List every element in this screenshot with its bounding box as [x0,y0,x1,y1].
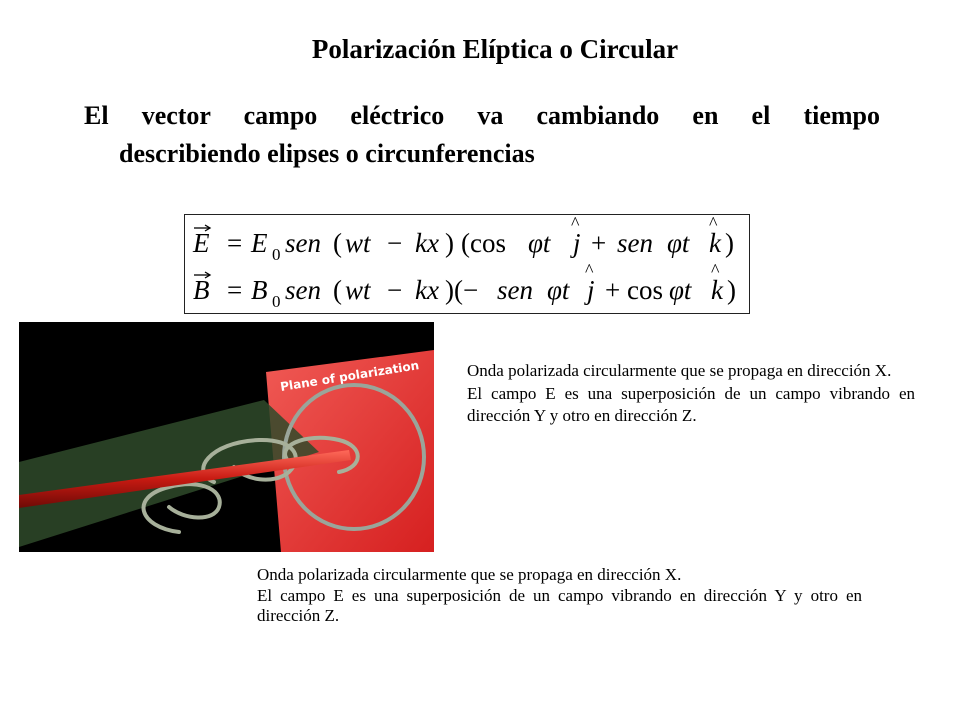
electric-field-equation [192,215,734,264]
bottom-caption-p2: El campo E es una superposición de un campo vibrando en dirección Y y otro en dirección Z. [257,585,862,625]
svg-text:+: + [591,228,607,258]
svg-text:kx: kx [415,228,439,258]
svg-text:B: B [193,275,210,305]
intro-line-1: El vector campo eléctrico va cambiando en el tiempo [84,101,880,130]
svg-text:φt: φt [667,228,690,258]
svg-text:+ cos: + cos [605,275,663,305]
svg-text:=: = [227,275,243,305]
svg-text:sen: sen [617,228,653,258]
svg-text:^: ^ [709,215,718,233]
svg-text:j: j [587,275,595,305]
svg-text:E: E [251,228,268,258]
polarization-wave-figure [19,322,434,552]
side-caption-p1: Onda polarizada circularmente que se propaga en dirección X. [467,361,892,380]
svg-text:φt: φt [547,275,570,305]
svg-text:B: B [251,275,268,305]
svg-text:wt: wt [345,275,371,305]
svg-text:sen: sen [497,275,533,305]
svg-text:^: ^ [711,260,720,280]
side-caption-p2: El campo E es una superposición de un campo vibrando en dirección Y y otro en dirección Z. [467,383,915,425]
svg-text:k: k [709,228,721,258]
svg-text:wt: wt [345,228,371,258]
svg-text:(: ( [333,228,342,258]
intro-line-2: describiendo elipses o circunferencias [119,139,535,168]
svg-text:^: ^ [571,215,580,233]
svg-text:−: − [387,228,403,258]
svg-text:0: 0 [272,292,281,311]
svg-text:^: ^ [585,260,594,280]
svg-text:sen: sen [285,228,321,258]
svg-text:E: E [193,228,210,258]
svg-text:−: − [387,275,403,305]
bottom-caption [257,565,862,627]
svg-text:k: k [711,275,723,305]
svg-text:): ) [727,275,736,305]
svg-text:(cos: (cos [461,228,506,258]
svg-text:): ) [445,228,454,258]
svg-text:)(−: )(− [445,275,479,305]
plane-label: Plane of polarization [279,358,421,394]
svg-text:): ) [725,228,734,258]
svg-text:sen: sen [285,275,321,305]
bottom-caption-p1: Onda polarizada circularmente que se propaga en dirección X. [257,565,682,584]
svg-text:(: ( [333,275,342,305]
svg-text:=: = [227,228,243,258]
svg-text:kx: kx [415,275,439,305]
svg-text:φt: φt [528,228,551,258]
intro-text [84,97,880,173]
svg-text:0: 0 [272,245,281,264]
equations-formula [185,215,748,312]
svg-text:j: j [573,228,581,258]
magnetic-field-equation [193,260,736,311]
svg-text:φt: φt [669,275,692,305]
equation-box [184,214,750,314]
slide-title: Polarización Elíptica o Circular [311,34,679,64]
side-caption [467,360,915,428]
